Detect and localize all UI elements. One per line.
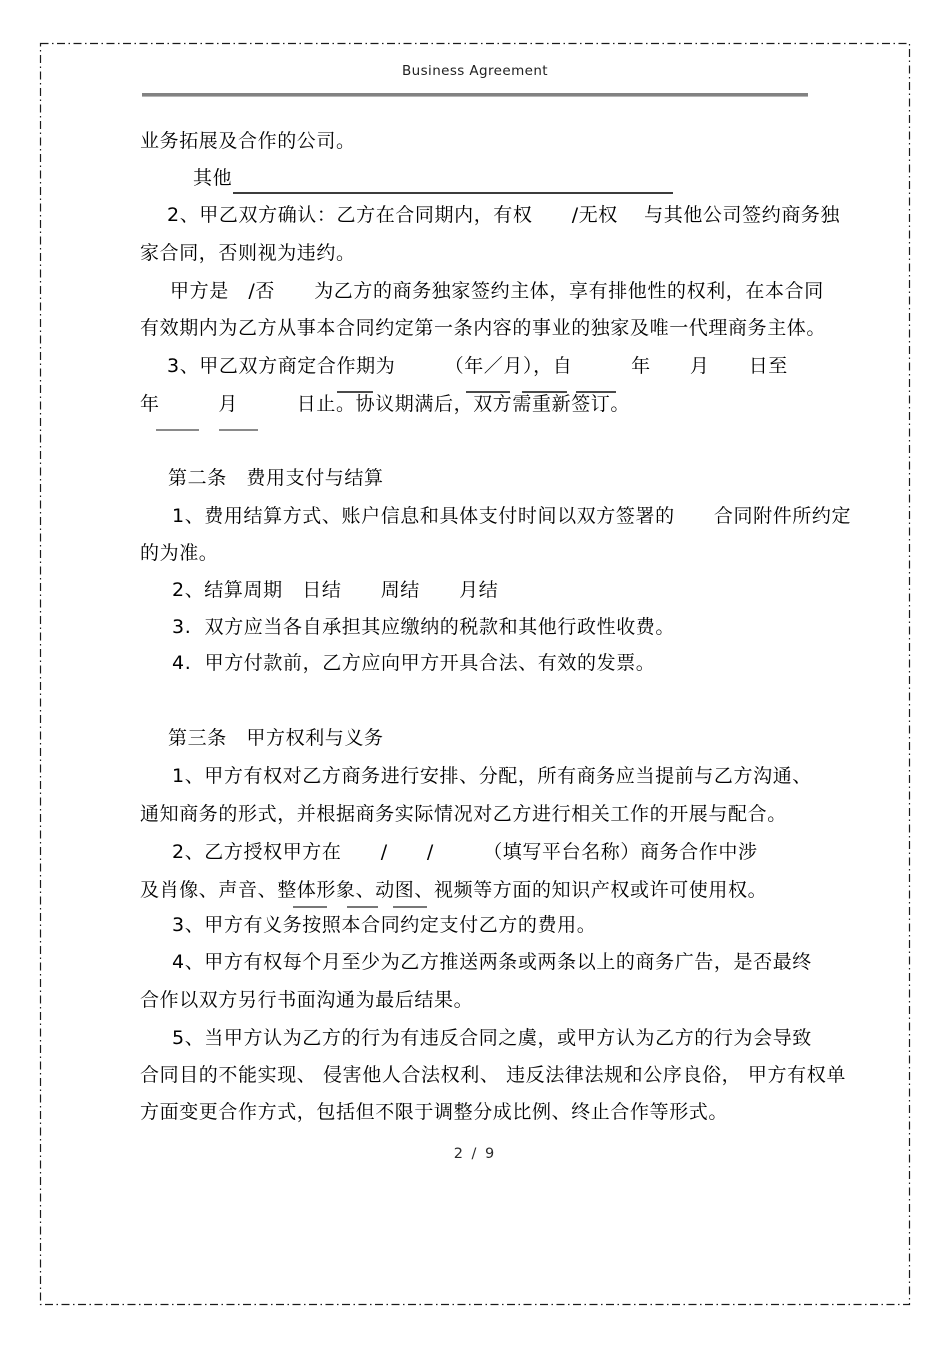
blank-field-underline <box>219 429 258 431</box>
document-header-title: Business Agreement <box>402 63 548 79</box>
text-line: 2、乙方授权甲方在 / / （填写平台名称）商务合作中涉 <box>172 841 758 863</box>
header-rule-line <box>142 93 808 97</box>
text-line: 的为准。 <box>140 542 219 564</box>
blank-field-underline <box>576 391 616 393</box>
text-line: 甲方是 /否 为乙方的商务独家签约主体，享有排他性的权利，在本合同 <box>170 280 824 302</box>
text-line: 及肖像、声音、整体形象、动图、视频等方面的知识产权或许可使用权。 <box>140 879 768 901</box>
text-line: 业务拓展及合作的公司。 <box>140 130 356 152</box>
footer-page-indicator: 2 / 9 <box>453 1146 497 1162</box>
text-line: 第二条 费用支付与结算 <box>168 467 384 489</box>
text-line: 3、甲乙双方商定合作期为 （年／月），自 年 月 日至 <box>167 355 788 377</box>
text-line: 合同目的不能实现、 侵害他人合法权利、 违反法律法规和公序良俗， 甲方有权单 <box>140 1064 846 1086</box>
blank-field-underline <box>156 429 199 431</box>
text-line: 3. 双方应当各自承担其应缴纳的税款和其他行政性收费。 <box>172 616 676 638</box>
text-line: 1、费用结算方式、账户信息和具体支付时间以双方签署的 合同附件所约定 <box>172 505 852 527</box>
text-line: 有效期内为乙方从事本合同约定第一条内容的事业的独家及唯一代理商务主体。 <box>140 317 827 339</box>
text-line: 4. 甲方付款前，乙方应向甲方开具合法、有效的发票。 <box>172 652 656 674</box>
text-line: 方面变更合作方式，包括但不限于调整分成比例、终止合作等形式。 <box>140 1101 729 1123</box>
blank-field-underline <box>347 906 378 908</box>
text-line: 2、甲乙双方确认：乙方在合同期内，有权 /无权 与其他公司签约商务独 <box>167 204 841 226</box>
blank-field-underline <box>293 906 327 908</box>
blank-field-underline <box>466 391 510 393</box>
text-line: 2、结算周期 日结 周结 月结 <box>172 579 499 601</box>
text-line: 年 月 日止。协议期满后，双方需重新签订。 <box>140 393 631 415</box>
text-line: 家合同，否则视为违约。 <box>140 242 356 264</box>
blank-field-underline <box>337 391 373 393</box>
text-line: 1、甲方有权对乙方商务进行安排、分配，所有商务应当提前与乙方沟通、 <box>172 765 812 787</box>
text-line: 第三条 甲方权利与义务 <box>168 727 384 749</box>
blank-field-underline <box>522 391 567 393</box>
text-line: 3、甲方有义务按照本合同约定支付乙方的费用。 <box>172 914 597 936</box>
text-line: 合作以双方另行书面沟通为最后结果。 <box>140 989 474 1011</box>
text-line: 4、甲方有权每个月至少为乙方推送两条或两条以上的商务广告，是否最终 <box>172 951 812 973</box>
text-line: 其他 <box>193 167 233 189</box>
text-line: 通知商务的形式，并根据商务实际情况对乙方进行相关工作的开展与配合。 <box>140 803 787 825</box>
blank-field-underline <box>393 906 427 908</box>
text-line: 5、当甲方认为乙方的行为有违反合同之虞，或甲方认为乙方的行为会导致 <box>172 1027 812 1049</box>
blank-field-underline <box>233 192 673 194</box>
